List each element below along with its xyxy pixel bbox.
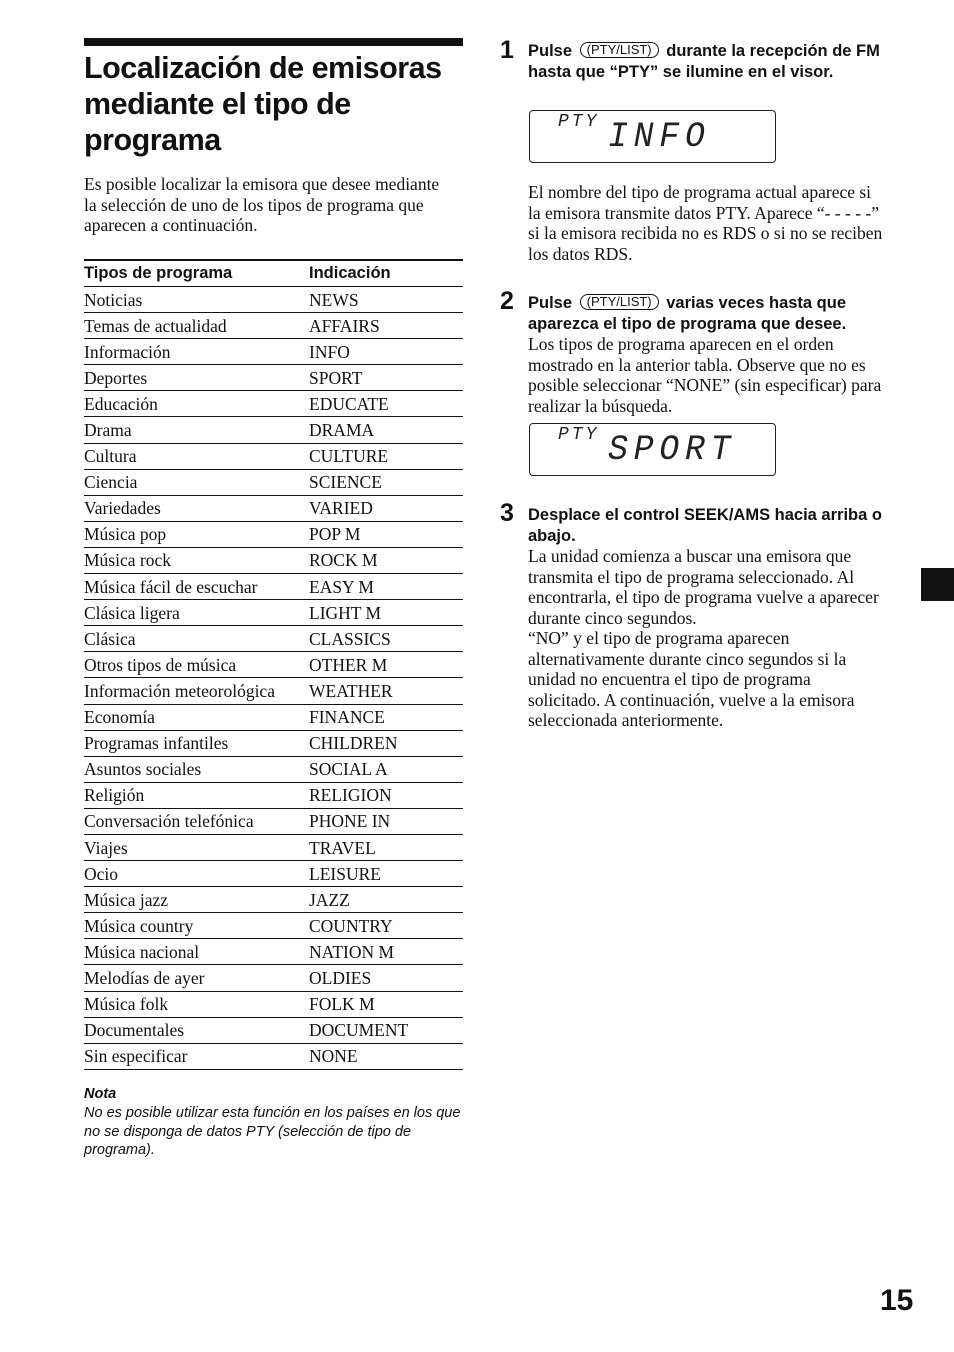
step-3-body-2: “NO” y el tipo de programa aparecen alternativamente durante cinco segundos si la unidad no encuentra el tipo de programa solicitado. A continuación, vuelve a la emisora seleccionada anteriormente. [528, 628, 855, 730]
pty-list-key: (PTY/LIST) [580, 42, 659, 58]
program-type-cell: Ocio [84, 861, 309, 887]
table-row [84, 939, 463, 965]
program-type-cell: Noticias [84, 287, 309, 313]
program-type-cell: Drama [84, 417, 309, 443]
indication-cell: WEATHER [309, 678, 463, 704]
indication-cell: NEWS [309, 287, 463, 313]
indication-cell: DOCUMENT [309, 1017, 463, 1043]
indication-cell: ROCK M [309, 547, 463, 573]
indication-cell: PHONE IN [309, 808, 463, 834]
header-indication: Indicación [309, 260, 463, 287]
step-1-heading-post: durante la recepción de FM hasta que “PTY” se ilumine en el visor. [528, 42, 880, 81]
step-1-heading [528, 41, 883, 82]
intro-paragraph: Es posible localizar la emisora que desee mediante la selección de uno de los tipos de programa que aparecen a continuación. [84, 174, 440, 235]
indication-cell: JAZZ [309, 887, 463, 913]
indication-cell: SCIENCE [309, 469, 463, 495]
table-row [84, 339, 463, 365]
table-row [84, 704, 463, 730]
program-type-cell: Deportes [84, 365, 309, 391]
table-row [84, 861, 463, 887]
step-2-heading-post: varias veces hasta que aparezca el tipo de programa que desee. [528, 294, 847, 333]
indication-cell: LIGHT M [309, 600, 463, 626]
indication-cell: NATION M [309, 939, 463, 965]
table-row [84, 469, 463, 495]
table-row [84, 365, 463, 391]
indication-cell: OLDIES [309, 965, 463, 991]
table-row [84, 991, 463, 1017]
program-type-cell: Clásica [84, 626, 309, 652]
program-type-cell: Música nacional [84, 939, 309, 965]
table-row [84, 574, 463, 600]
program-type-table [84, 259, 463, 1070]
step-2 [528, 293, 883, 416]
indication-cell: EASY M [309, 574, 463, 600]
note-label: Nota [84, 1086, 117, 1102]
table-row [84, 443, 463, 469]
program-type-cell: Conversación telefónica [84, 808, 309, 834]
indication-cell: NONE [309, 1043, 463, 1069]
table-row [84, 1043, 463, 1069]
table-row [84, 756, 463, 782]
step-3-body-1: La unidad comienza a buscar una emisora que transmita el tipo de programa seleccionado. Al encontrarla, el tipo de programa vuelve a aparecer durante cinco segundos. [528, 546, 879, 628]
table-row [84, 521, 463, 547]
program-type-cell: Variedades [84, 495, 309, 521]
table-row [84, 730, 463, 756]
program-type-cell: Música folk [84, 991, 309, 1017]
table-body [84, 287, 463, 1070]
program-type-cell: Asuntos sociales [84, 756, 309, 782]
indication-cell: VARIED [309, 495, 463, 521]
table-row [84, 913, 463, 939]
program-type-cell: Documentales [84, 1017, 309, 1043]
display-info [529, 110, 776, 163]
table-row [84, 313, 463, 339]
indication-cell: FOLK M [309, 991, 463, 1017]
display-value: SPORT [608, 430, 737, 470]
page-number: 15 [880, 1284, 914, 1317]
table-row [84, 887, 463, 913]
header-program-type: Tipos de programa [84, 260, 309, 287]
step-2-number: 2 [500, 287, 514, 315]
step-1-heading-pre: Pulse [528, 42, 573, 60]
table-row [84, 547, 463, 573]
table-row [84, 965, 463, 991]
step-2-body: Los tipos de programa aparecen en el orden mostrado en la anterior tabla. Observe que no es posible seleccionar “NONE” (sin especificar) para realizar la búsqueda. [528, 334, 882, 416]
indication-cell: DRAMA [309, 417, 463, 443]
step-3-number: 3 [500, 499, 514, 527]
indication-cell: INFO [309, 339, 463, 365]
program-type-cell: Economía [84, 704, 309, 730]
table-row [84, 391, 463, 417]
program-type-cell: Música fácil de escuchar [84, 574, 309, 600]
page-title: Localización de emisoras mediante el tipo de programa [84, 51, 442, 157]
table-row [84, 782, 463, 808]
step-1-body: El nombre del tipo de programa actual aparece si la emisora transmite datos PTY. Aparece “- - - - -” si la emisora recibida no es RDS o si no se reciben los datos RDS. [528, 182, 883, 264]
step-2-heading-pre: Pulse [528, 294, 573, 312]
program-type-cell: Educación [84, 391, 309, 417]
table-header-row [84, 260, 463, 287]
pty-list-key: (PTY/LIST) [580, 294, 659, 310]
program-type-cell: Clásica ligera [84, 600, 309, 626]
table-row [84, 287, 463, 313]
note-text: No es posible utilizar esta función en los países en los que no se disponga de datos PTY (selección de tipo de programa). [84, 1105, 461, 1158]
table-row [84, 678, 463, 704]
step-2-heading [528, 293, 883, 334]
table-row [84, 495, 463, 521]
indication-cell: COUNTRY [309, 913, 463, 939]
table-row [84, 834, 463, 860]
indication-cell: EDUCATE [309, 391, 463, 417]
table-row [84, 626, 463, 652]
program-type-cell: Música country [84, 913, 309, 939]
program-type-cell: Programas infantiles [84, 730, 309, 756]
display-pty-label: PTY [558, 425, 600, 445]
program-type-cell: Otros tipos de música [84, 652, 309, 678]
program-type-cell: Información [84, 339, 309, 365]
indication-cell: AFFAIRS [309, 313, 463, 339]
indication-cell: SPORT [309, 365, 463, 391]
program-type-cell: Viajes [84, 834, 309, 860]
indication-cell: LEISURE [309, 861, 463, 887]
program-type-cell: Melodías de ayer [84, 965, 309, 991]
table-row [84, 652, 463, 678]
indication-cell: OTHER M [309, 652, 463, 678]
step-1-number: 1 [500, 36, 514, 64]
step-3-heading: Desplace el control SEEK/AMS hacia arriba o abajo. [528, 506, 882, 545]
program-type-cell: Religión [84, 782, 309, 808]
program-type-cell: Sin especificar [84, 1043, 309, 1069]
table-row [84, 600, 463, 626]
program-type-cell: Ciencia [84, 469, 309, 495]
step-1 [528, 41, 883, 82]
display-sport [529, 423, 776, 476]
indication-cell: CULTURE [309, 443, 463, 469]
indication-cell: CLASSICS [309, 626, 463, 652]
display-value: INFO [608, 117, 711, 157]
title-rule [84, 38, 463, 46]
display-pty-label: PTY [558, 112, 600, 132]
program-type-cell: Música rock [84, 547, 309, 573]
table-row [84, 1017, 463, 1043]
program-type-cell: Temas de actualidad [84, 313, 309, 339]
program-type-cell: Música jazz [84, 887, 309, 913]
indication-cell: SOCIAL A [309, 756, 463, 782]
step-3 [528, 505, 883, 731]
indication-cell: RELIGION [309, 782, 463, 808]
table-row [84, 808, 463, 834]
indication-cell: POP M [309, 521, 463, 547]
indication-cell: CHILDREN [309, 730, 463, 756]
indication-cell: FINANCE [309, 704, 463, 730]
indication-cell: TRAVEL [309, 834, 463, 860]
program-type-cell: Música pop [84, 521, 309, 547]
table-row [84, 417, 463, 443]
program-type-cell: Información meteorológica [84, 678, 309, 704]
section-tab-marker [921, 568, 954, 601]
program-type-cell: Cultura [84, 443, 309, 469]
